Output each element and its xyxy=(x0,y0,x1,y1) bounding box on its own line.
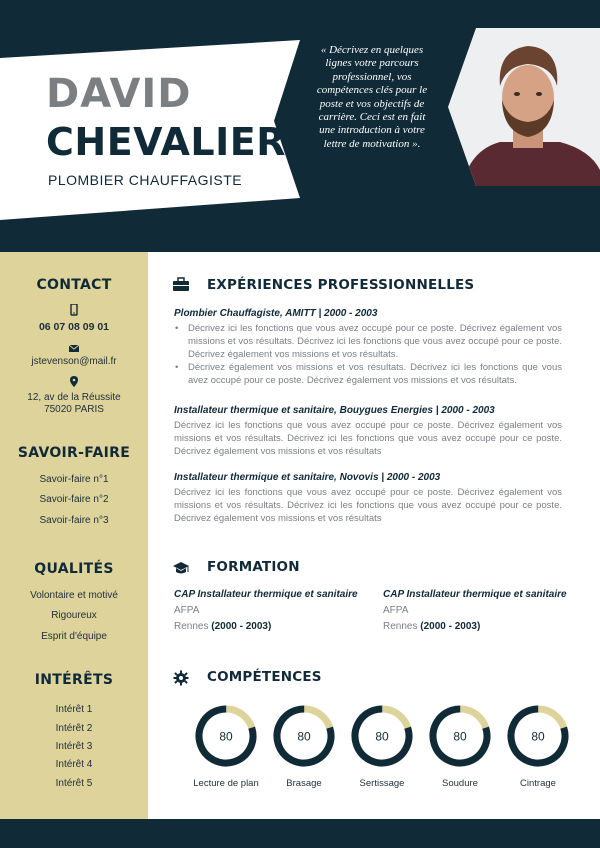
interets-title: INTÉRÊTS xyxy=(34,672,114,688)
interet-item: Intérêt 1 xyxy=(55,704,93,715)
skill-value: 80 xyxy=(375,729,389,744)
qualite-item: Rigoureux xyxy=(51,610,97,621)
formation-school: AFPA xyxy=(383,605,409,616)
interet-item: Intérêt 3 xyxy=(55,741,93,752)
job-heading: Plombier Chauffagiste, AMITT | 2000 - 2003 xyxy=(174,308,378,319)
formation-years: (2000 - 2003) xyxy=(420,621,481,632)
skill-label: Soudure xyxy=(442,778,478,789)
skill-value: 80 xyxy=(531,729,545,744)
interet-item: Intérêt 5 xyxy=(55,778,93,789)
sidebar xyxy=(0,252,148,819)
savoir-faire-title: SAVOIR-FAIRE xyxy=(17,445,131,461)
skill-label: Cintrage xyxy=(520,778,556,789)
contact-title: CONTACT xyxy=(36,277,112,293)
last-name: CHEVALIER xyxy=(46,120,286,164)
contact-address-line2: 75020 PARIS xyxy=(44,404,104,415)
graduation-cap-icon xyxy=(172,560,190,576)
skill-label: Brasage xyxy=(286,778,322,789)
interet-item: Intérêt 2 xyxy=(55,723,93,734)
formation-item xyxy=(174,589,374,632)
savoir-faire-item: Savoir-faire n°2 xyxy=(39,494,109,505)
envelope-icon xyxy=(66,343,82,357)
phone-icon xyxy=(66,304,82,318)
formation-years: (2000 - 2003) xyxy=(211,621,272,632)
contact-phone[interactable]: 06 07 08 09 01 xyxy=(38,321,110,333)
skill-value: 80 xyxy=(453,729,467,744)
job-description: Décrivez ici les fonctions que vous avez occupé pour ce poste. Décrivez également vos missions et vos résultats. Décrivez ici les fonctions que vous avez occupé pour ce poste. Décrivez également vos missions et vos résultats xyxy=(174,420,562,457)
contact-email[interactable]: jstevenson@mail.fr xyxy=(31,356,117,367)
gear-icon xyxy=(172,670,190,686)
formation-degree: CAP Installateur thermique et sanitaire xyxy=(383,589,567,600)
interet-item: Intérêt 4 xyxy=(55,759,93,770)
formation-city: Rennes xyxy=(174,621,209,632)
formation-location xyxy=(174,621,374,632)
formation-degree: CAP Installateur thermique et sanitaire xyxy=(174,589,358,600)
formation-title: FORMATION xyxy=(207,559,300,575)
skill-value: 80 xyxy=(297,729,311,744)
skill-label: Lecture de plan xyxy=(193,778,259,789)
formation-school: AFPA xyxy=(174,605,200,616)
job-heading: Installateur thermique et sanitaire, Novovis | 2000 - 2003 xyxy=(174,472,441,483)
name-block xyxy=(46,72,286,188)
qualite-item: Esprit d'équipe xyxy=(41,631,107,642)
contact-address-line1: 12, av de la Réussite xyxy=(27,392,121,403)
formation-location xyxy=(383,621,583,632)
intro-text: « Décrivez en quelques lignes votre parcours professionnel, vos compétences clés pour le poste et vos objectifs de carrière. Ceci est en fait une introduction à votre lettre de motivation ». xyxy=(316,44,428,150)
job-bullet: • Décrivez ici les fonctions que vous avez occupé pour ce poste. Décrivez également vos missions et vos résultats. Décrivez ici les fonctions que vous avez occupé pour ce poste. Décrivez également vos missions et vos résultats. xyxy=(174,323,562,361)
experiences-title: EXPÉRIENCES PROFESSIONNELLES xyxy=(207,277,475,293)
qualite-item: Volontaire et motivé xyxy=(30,590,118,601)
qualites-title: QUALITÉS xyxy=(34,561,114,577)
map-pin-icon xyxy=(66,376,82,390)
formation-city: Rennes xyxy=(383,621,418,632)
first-name: DAVID xyxy=(46,71,192,117)
skill-value: 80 xyxy=(219,729,233,744)
skill-label: Sertissage xyxy=(359,778,405,789)
formation-item xyxy=(383,589,583,632)
briefcase-icon xyxy=(172,277,190,293)
savoir-faire-item: Savoir-faire n°1 xyxy=(39,474,109,485)
competences-title: COMPÉTENCES xyxy=(207,669,322,685)
job-title: PLOMBIER CHAUFFAGISTE xyxy=(48,172,243,188)
header-band xyxy=(0,0,600,252)
job-bullet: • Décrivez également vos missions et vos résultats. Décrivez ici les fonctions que vous avez occupé pour ce poste. Décrivez également vos missions et vos résultats. xyxy=(174,362,562,388)
footer-band xyxy=(0,819,600,848)
job-heading: Installateur thermique et sanitaire, Bouygues Energies | 2000 - 2003 xyxy=(174,405,495,416)
job-description: Décrivez ici les fonctions que vous avez occupé pour ce poste. Décrivez également vos missions et vos résultats. Décrivez ici les fonctions que vous avez occupé pour ce poste. Décrivez également vos missions et vos résultats xyxy=(174,487,562,524)
savoir-faire-item: Savoir-faire n°3 xyxy=(39,515,109,526)
